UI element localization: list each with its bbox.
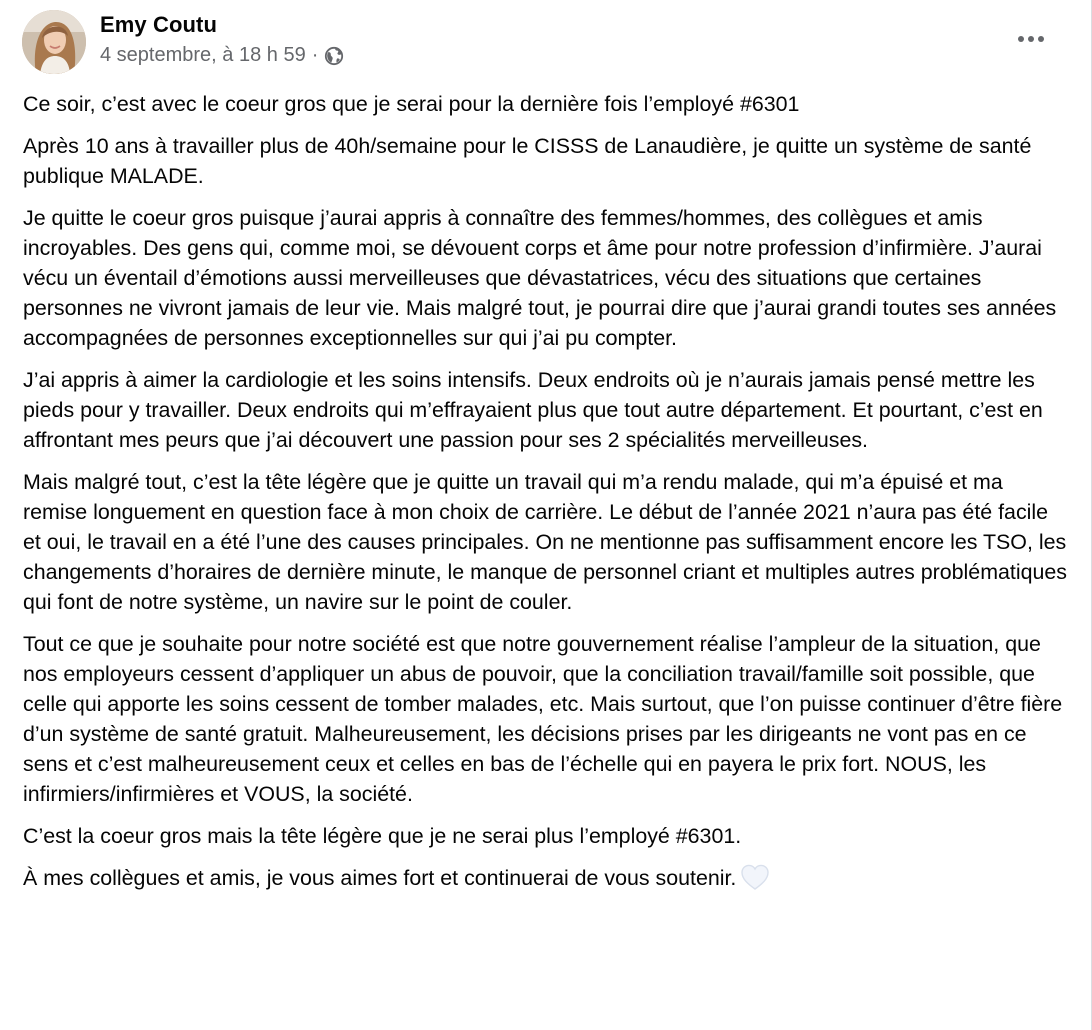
meta-separator: · bbox=[311, 44, 319, 66]
avatar[interactable] bbox=[22, 10, 86, 74]
avatar-photo bbox=[22, 10, 86, 74]
globe-icon[interactable] bbox=[324, 46, 344, 66]
post-paragraph: Tout ce que je souhaite pour notre société est que notre gouvernement réalise l’ampleur de la situation, que nos employeurs cessent d’appliquer un abus de pouvoir, que la conciliation travail/famille soit possible, que celle qui apporte les soins cessent de tomber malades, etc. Mais surtout, que l’on puisse continuer d’être fière d’un système de santé gratuit. Malheureusement, les décisions prises par les dirigeants ne vont pas en ce sens et c’est malheureusement ceux et celles en bas de l’échelle qui en payera le prix fort. NOUS, les infirmiers/infirmières et VOUS, la société. bbox=[23, 632, 1063, 806]
post-paragraph-text: À mes collègues et amis, je vous aimes fort et continuerai de vous soutenir. bbox=[23, 866, 737, 890]
post-meta bbox=[100, 44, 344, 67]
post-timestamp[interactable]: 4 septembre, à 18 h 59 bbox=[100, 44, 306, 66]
post-paragraph: Je quitte le coeur gros puisque j’aurai appris à connaître des femmes/hommes, des collègues et amis incroyables. Des gens qui, comme moi, se dévouent corps et âme pour notre profession d’infirmière. J’aurai vécu un éventail d’émotions aussi merveilleuses que dévastatrices, vécu des situations que certaines personnes ne vivront jamais de leur vie. Mais malgré tout, je pourrai dire que j’aurai grandi toutes ses années accompagnées de personnes exceptionnelles sur qui j’ai pu compter. bbox=[23, 206, 1057, 350]
more-options-button[interactable] bbox=[1011, 24, 1051, 54]
post-paragraph: Mais malgré tout, c’est la tête légère que je quitte un travail qui m’a rendu malade, qui m’a épuisé et ma remise longuement en question face à mon choix de carrière. Le début de l’année 2021 n’aura pas été facile et oui, le travail en a été l’une des causes principales. On ne mentionne pas suffisamment encore les TSO, les changements d’horaires de dernière minute, le manque de personnel criant et multiples autres problématiques qui font de notre système, un navire sur le point de couler. bbox=[23, 470, 1067, 614]
post-paragraph: C’est la coeur gros mais la tête légère que je ne serai plus l’employé #6301. bbox=[23, 824, 742, 848]
post-body bbox=[23, 89, 1068, 905]
post-paragraph: J’ai appris à aimer la cardiologie et les soins intensifs. Deux endroits où je n’aurais jamais pensé mettre les pieds pour y travailler. Deux endroits qui m’effrayaient plus que tout autre département. Et pourtant, c’est en affrontant mes peurs que j’ai découvert une passion pour ses 2 spécialités merveilleuses. bbox=[23, 368, 1043, 452]
more-dots-icon bbox=[1017, 35, 1045, 43]
post-header bbox=[22, 10, 1061, 76]
post-paragraph: Après 10 ans à travailler plus de 40h/semaine pour le CISSS de Lanaudière, je quitte un système de santé publique MALADE. bbox=[23, 134, 1032, 188]
post-paragraph-last bbox=[23, 863, 1068, 893]
white-heart-icon bbox=[740, 863, 770, 891]
author-name[interactable]: Emy Coutu bbox=[100, 12, 218, 37]
post-paragraph: Ce soir, c’est avec le coeur gros que je serai pour la dernière fois l’employé #6301 bbox=[23, 92, 800, 116]
